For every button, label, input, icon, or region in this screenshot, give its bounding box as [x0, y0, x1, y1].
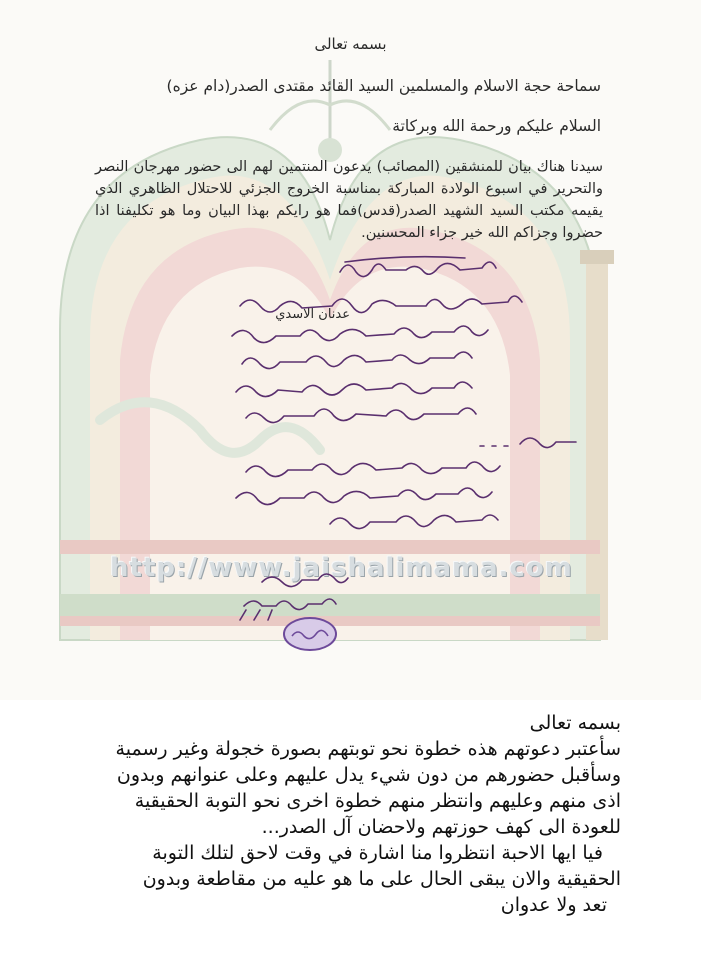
letter-addressee: سماحة حجة الاسلام والمسلمين السيد القائد مقتدى الصدر(دام عزه)	[166, 77, 601, 95]
reply-transcript	[61, 710, 621, 918]
watermark-website: http://www.jaishalimama.com	[110, 553, 573, 583]
transcript-line: وسأقبل حضورهم من دون شيء يدل عليهم وعلى عنوانهم وبدون	[116, 764, 621, 786]
transcript-line: للعودة الى كهف حوزتهم ولاحضان آل الصدر...	[261, 816, 621, 838]
transcript-line: سأعتبر دعوتهم هذه خطوة نحو توبتهم بصورة خجولة وغير رسمية	[115, 738, 621, 760]
letter-question: سيدنا هناك بيان للمنشقين (المصائب) يدعون المنتمين لهم الى حضور مهرجان النصر والتحرير في اسبوع الولادة المباركة بمناسبة الخروج الجزئي للاحتلال الظاهري الذي يقيمه مكتب السيد الشهيد الصدر(قدس)فما هو رايكم بهذا البيان وما هو تكليفنا اذا حضروا وجزاكم الله خير جزاء المحسنين.	[95, 159, 603, 241]
transcript-line: تعد ولا عدوان	[500, 894, 607, 916]
letter-author: عدنان الاسدي	[275, 307, 350, 322]
transcript-line: فيا ايها الاحبة انتظروا منا اشارة في وقت لاحق لتلك التوبة	[152, 842, 603, 864]
letter-basmala: بسمه تعالى	[314, 35, 387, 53]
transcript-line: اذى منهم وعليهم وانتظر منهم خطوة اخرى نحو التوبة الحقيقية	[134, 790, 621, 812]
transcript-basmala: بسمه تعالى	[529, 712, 621, 734]
seal-stamp	[284, 618, 336, 650]
transcript-line: الحقيقية والان يبقى الحال على ما هو عليه من مقاطعة وبدون	[142, 868, 621, 890]
letter-greeting: السلام عليكم ورحمة الله وبركاتة	[392, 117, 601, 135]
